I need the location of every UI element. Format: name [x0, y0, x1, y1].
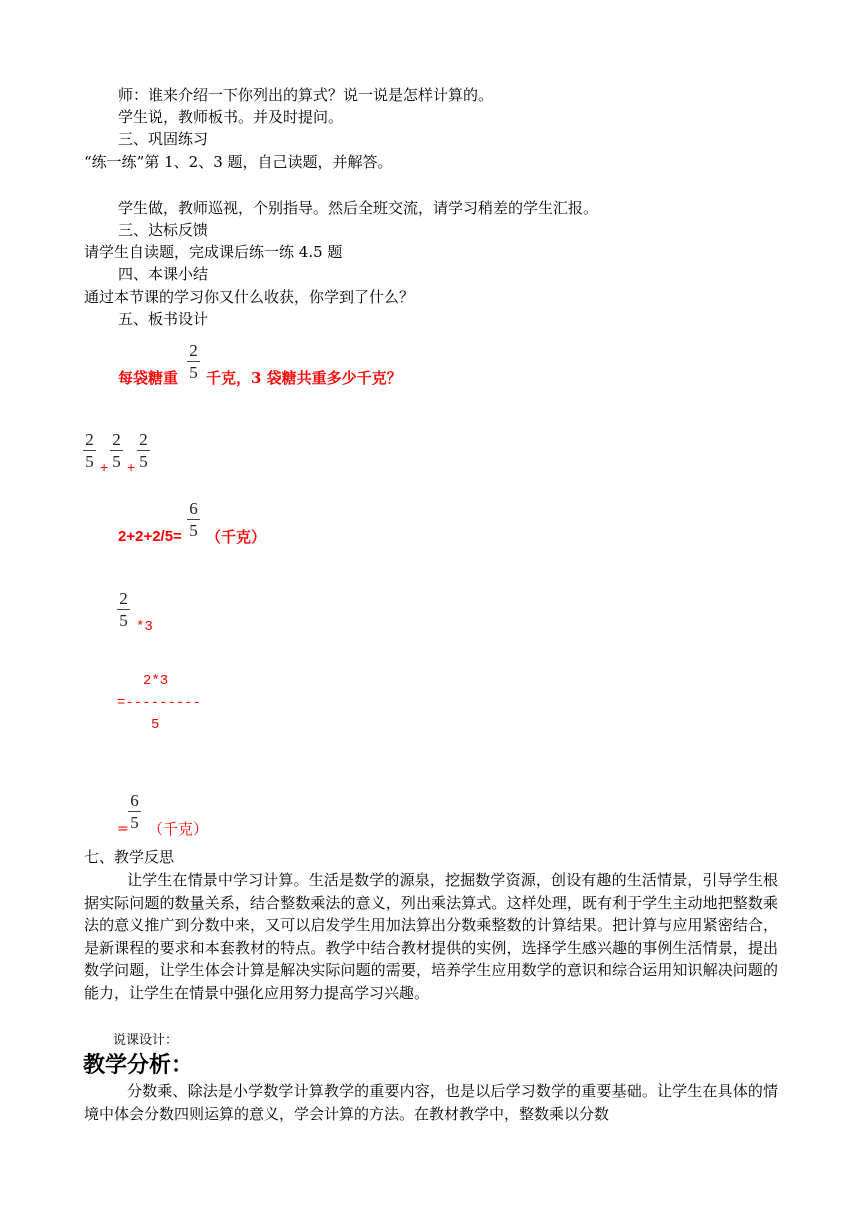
fraction-bar [137, 450, 150, 451]
section-heading: 三、巩固练习 [118, 130, 209, 148]
fraction-numerator: 6 [130, 791, 139, 810]
fraction-bar [187, 361, 200, 362]
fraction-denominator: 5 [130, 813, 139, 832]
fraction-denominator: 5 [189, 521, 198, 540]
denominator-line: 5 [151, 717, 160, 733]
section-heading: 五、板书设计 [118, 310, 209, 328]
reflection-paragraph: 让学生在情景中学习计算。生活是数学的源泉，挖掘数学资源，创设有趣的生活情景，引导学生根据实际问题的数量关系，结合整数乘法的意义，列出乘法算式。这样处理，既有利于学生主动地把整数乘法的意义推广到分数中来，又可以启发学生用加法算出分数乘整数的计算结果。把计算与应用紧密结合，是新课程的要求和本套教材的特点。教学中结合教材提供的实例，选择学生感兴趣的事例生活情景，提出数学问题，让学生体会计算是解决实际问题的需要，培养学生应用数学的意识和综合运用知识解决问题的能力，让学生在情景中强化应用努力提高学习兴趣。 [84, 871, 778, 1002]
fraction-numerator: 2 [139, 430, 148, 449]
fraction-numerator: 2 [85, 430, 94, 449]
fraction-denominator: 5 [139, 452, 148, 471]
text-line: 学生说，教师板书。并及时提问。 [118, 108, 344, 126]
fraction-numerator: 6 [189, 499, 198, 518]
fraction-bar [110, 450, 123, 451]
fraction-numerator: 2 [119, 589, 128, 608]
fraction-bar [83, 450, 96, 451]
fraction-bar [128, 811, 141, 812]
fraction-6-5 [128, 792, 141, 831]
text-line: 通过本节课的学习你又什么收获，你学到了什么？ [84, 288, 415, 306]
section-heading: 四、本课小结 [118, 265, 209, 283]
fraction-denominator: 5 [112, 452, 121, 471]
fraction-denominator: 5 [85, 452, 94, 471]
text-line: “练一练”第 1、2、3 题，自己读题，并解答。 [84, 153, 393, 171]
fraction-bar [117, 609, 130, 610]
unit-label: （千克） [206, 528, 267, 546]
fraction-denominator: 5 [189, 363, 198, 382]
section-heading: 三、达标反馈 [118, 221, 209, 239]
plus-sign: + [100, 459, 109, 475]
times-three: *3 [136, 619, 153, 635]
analysis-heading: 教学分析： [83, 1052, 194, 1078]
analysis-paragraph: 分数乘、除法是小学数学计算教学的重要内容，也是以后学习数学的重要基础。让学生在具体的情境中体会分数四则运算的意义，学会计算的方法。在教材教学中，整数乘以分数 [84, 1082, 778, 1123]
fraction-2-5 [117, 590, 130, 629]
fraction-denominator: 5 [119, 611, 128, 630]
board-problem-end: 千克，3 袋糖共重多少千克？ [206, 369, 402, 387]
text-line: 师：谁来介绍一下你列出的算式？说一说是怎样计算的。 [118, 86, 494, 104]
unit-label: （千克） [148, 820, 209, 838]
plus-sign: + [127, 459, 136, 475]
equals-sign: = [117, 821, 129, 837]
fraction-6-5 [187, 500, 200, 539]
text-line: 请学生自读题，完成课后练一练 4.5 题 [84, 243, 343, 261]
numerator-line: 2*3 [143, 673, 169, 689]
fraction-2-5 [83, 431, 96, 470]
fraction-2-5 [137, 431, 150, 470]
fraction-bar [187, 519, 200, 520]
fraction-numerator: 2 [112, 430, 121, 449]
equation-sum: 2+2+2/5= [118, 528, 182, 545]
fraction-2-5 [187, 342, 200, 381]
fraction-numerator: 2 [189, 341, 198, 360]
dash-line: =--------- [117, 695, 202, 711]
fraction-2-5 [110, 431, 123, 470]
reflection-heading: 七、教学反思 [84, 848, 175, 866]
text-line: 学生做，教师巡视，个别指导。然后全班交流，请学习稍差的学生汇报。 [118, 199, 599, 217]
design-label: 说课设计： [113, 1033, 179, 1048]
board-problem-start: 每袋糖重 [118, 369, 179, 387]
